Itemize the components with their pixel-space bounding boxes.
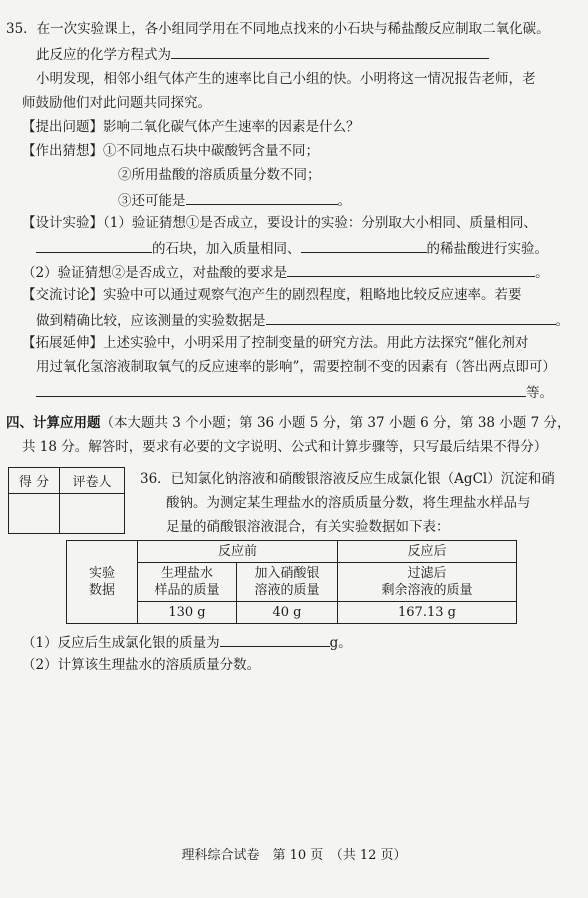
experiment-data-table <box>66 540 517 624</box>
acid-requirement-blank[interactable] <box>287 262 535 277</box>
value-remaining: 167.13 g <box>338 602 517 624</box>
value-sample: 130 g <box>138 602 237 624</box>
col-sample-mass: 生理盐水 样品的质量 <box>138 563 237 602</box>
stone-blank[interactable] <box>36 238 152 253</box>
ask-tag: 【提出问题】 <box>22 119 103 135</box>
measurement-blank[interactable] <box>266 310 556 325</box>
q36-sub2: （2）计算该生理盐水的溶质质量分数。 <box>22 657 261 673</box>
extend-tag: 【拓展延伸】 <box>22 335 103 351</box>
q36-line3: 足量的硝酸银溶液混合，有关实验数据如下表： <box>166 519 450 535</box>
agcl-mass-blank[interactable] <box>220 632 330 647</box>
grader-label: 评卷人 <box>60 468 125 494</box>
score-cell[interactable] <box>9 494 60 534</box>
q36-sub1: （1）反应后生成氯化银的质量为 g。 <box>22 632 352 652</box>
design-line3: （2）验证猜想②是否成立，对盐酸的要求是 。 <box>22 262 549 282</box>
q36-line2: 酸钠。为测定某生理盐水的溶质质量分数，将生理盐水样品与 <box>166 495 531 511</box>
section4-line2: 共 18 分。解答时，要求有必要的文字说明、公式和计算步骤等，只写最后结果不得分） <box>22 439 548 455</box>
score-box <box>8 467 125 534</box>
hypothesis-blank[interactable] <box>186 190 338 205</box>
factors-blank[interactable] <box>36 382 526 397</box>
page-footer: 理科综合试卷 第 10 页 （共 12 页） <box>181 848 407 863</box>
q35-line2: 此反应的化学方程式为 <box>36 44 489 64</box>
hypothesis-2: ②所用盐酸的溶质质量分数不同； <box>118 167 321 183</box>
ask-question: 【提出问题】影响二氧化碳气体产生速率的因素是什么？ <box>22 119 360 135</box>
hypothesis-1: 【作出猜想】①不同地点石块中碳酸钙含量不同； <box>22 143 319 159</box>
extend-line3: 等。 <box>36 382 553 402</box>
header-after: 反应后 <box>338 541 517 563</box>
grader-cell[interactable] <box>60 494 125 534</box>
discuss-line1: 【交流讨论】实验中可以通过观察气泡产生的剧烈程度，粗略地比较反应速率。若要 <box>22 287 522 303</box>
q35-line3: 小明发现，相邻小组气体产生的速率比自己小组的快。小明将这一情况报告老师，老 <box>36 71 536 87</box>
header-before: 反应前 <box>138 541 338 563</box>
row-label: 实验 数据 <box>67 541 138 624</box>
discuss-tag: 【交流讨论】 <box>22 287 103 303</box>
q35-line1: 35．在一次实验课上，各小组同学用在不同地点找来的小石块与稀盐酸反应制取二氧化碳。 <box>6 21 550 37</box>
score-label: 得 分 <box>9 468 60 494</box>
col-remaining-mass: 过滤后 剩余溶液的质量 <box>338 563 517 602</box>
extend-line1: 【拓展延伸】上述实验中，小明采用了控制变量的研究方法。用此方法探究“催化剂对 <box>22 335 529 351</box>
discuss-line2: 做到精确比较，应该测量的实验数据是 。 <box>36 310 569 330</box>
design-line2: 的石块，加入质量相同、 的稀盐酸进行实验。 <box>36 238 548 258</box>
section4-title: 四、计算应用题 <box>6 415 101 431</box>
equation-blank[interactable] <box>171 44 489 59</box>
extend-line2: 用过氧化氢溶液制取氧气的反应速率的影响”，需要控制不变的因素有（答出两点即可） <box>36 359 556 375</box>
q35-line4: 师鼓励他们对此问题共同探究。 <box>22 95 211 111</box>
q36-line1: 36．已知氯化钠溶液和硝酸银溶液反应生成氯化银（AgCl）沉淀和硝 <box>140 471 555 487</box>
section4-line1: 四、计算应用题（本大题共 3 个小题；第 36 小题 5 分，第 37 小题 6 分，第 38 小题 7 分， <box>6 415 571 431</box>
hypothesis-3: ③还可能是 。 <box>118 190 351 210</box>
acid-blank[interactable] <box>301 238 427 253</box>
value-agno3: 40 g <box>237 602 338 624</box>
col-agno3-mass: 加入硝酸银 溶液的质量 <box>237 563 338 602</box>
guess-tag: 【作出猜想】 <box>22 143 103 159</box>
design-line1: 【设计实验】（1）验证猜想①是否成立，要设计的实验：分别取大小相同、质量相同、 <box>22 215 537 231</box>
design-tag: 【设计实验】 <box>22 215 103 231</box>
